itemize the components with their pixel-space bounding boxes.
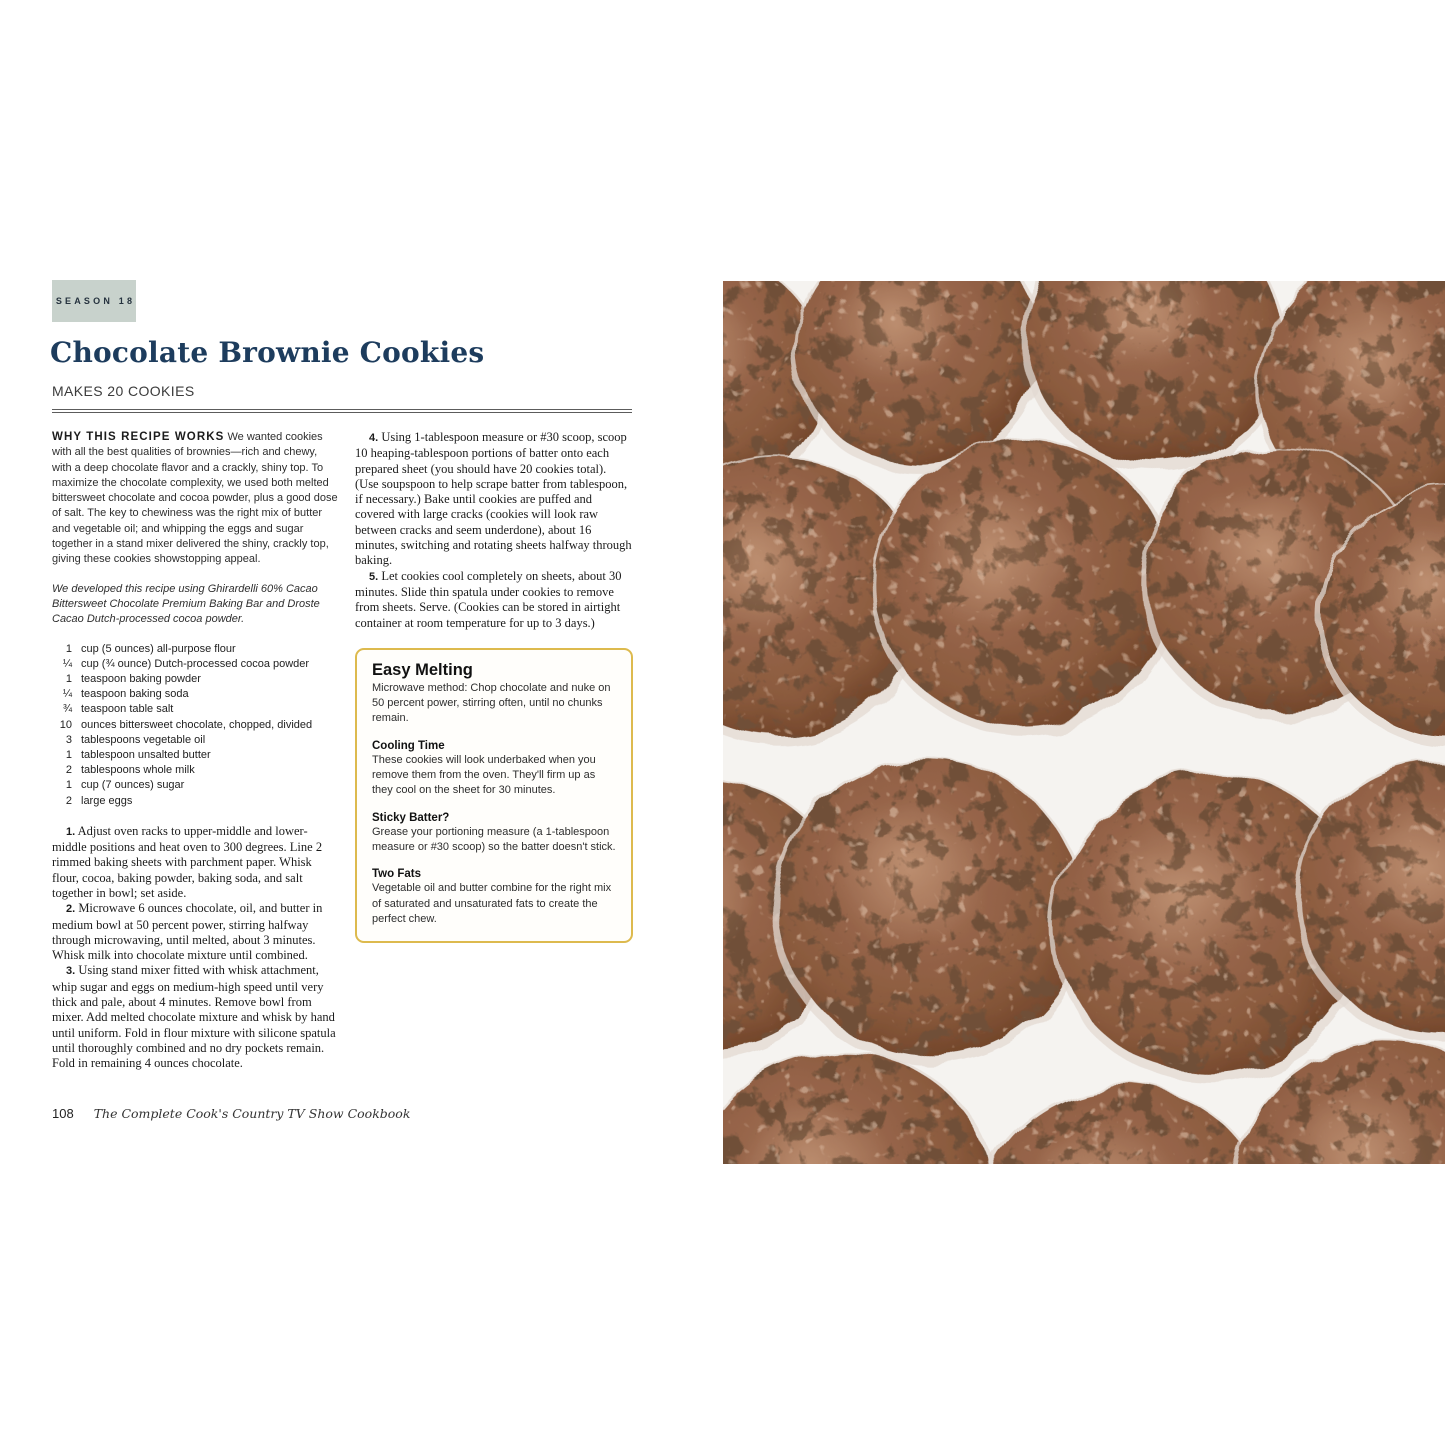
chocolate-note: We developed this recipe using Ghirardelli 60% Cacao Bittersweet Chocolate Premium Baking Bar and Droste Cacao Dutch-processed cocoa powder.: [52, 582, 320, 626]
page-number: 108: [52, 1106, 74, 1121]
cookie-photo: [723, 281, 1445, 1164]
step-number: 5.: [369, 570, 379, 583]
ingredient-row: [52, 657, 338, 672]
why-body: We wanted cookies with all the best qualities of brownies—rich and chewy, with a deep chocolate flavor and a crackly, shiny top. To maximize the chocolate complexity, we used both melted bittersweet chocolate and cocoa powder, plus a good dose of salt. The key to chewiness was the right mix of butter and vegetable oil; and whipping the eggs and sugar together in a stand mixer delivered the shiny, crackly top, giving these cookies showstopping appeal.: [52, 431, 338, 566]
ingredient-quantity: 2: [65, 794, 72, 807]
step-number: 3.: [66, 965, 76, 978]
ingredient-row: [52, 794, 338, 809]
ingredient-name: large eggs: [81, 794, 133, 807]
tips-box-title: Easy Melting: [372, 660, 473, 679]
tips-box-intro: Microwave method: Chop chocolate and nuke on 50 percent power, stirring often, until no chunks remain.: [372, 681, 611, 725]
steps-right: [355, 430, 633, 631]
step-number: 1.: [66, 825, 76, 838]
tip-heading: Sticky Batter?: [372, 811, 450, 824]
ingredient-name: cup (¾ ounce) Dutch-processed cocoa powder: [81, 657, 310, 670]
step-number: 4.: [369, 432, 379, 444]
ingredient-name: teaspoon baking powder: [81, 672, 201, 685]
ingredient-quantity: ¼: [62, 657, 72, 670]
ingredient-name: cup (7 ounces) sugar: [81, 779, 185, 792]
tips-sections: [372, 740, 616, 927]
section-divider: [52, 409, 632, 413]
recipe-yield: MAKES 20 COOKIES: [52, 383, 195, 399]
ingredient-row: [52, 672, 338, 687]
ingredient-quantity: 10: [59, 718, 72, 731]
ingredient-quantity: 1: [65, 748, 72, 761]
ingredient-name: teaspoon baking soda: [81, 688, 189, 701]
tip-text: Vegetable oil and butter combine for the right mix of saturated and unsaturated fats to create the perfect chew.: [372, 882, 612, 925]
cookie-layer: [723, 281, 1445, 1164]
ingredient-row: [52, 687, 338, 702]
tips-box: [355, 648, 633, 943]
ingredients-list: [52, 642, 338, 809]
tip-heading: Cooling Time: [372, 739, 445, 752]
ingredient-name: ounces bittersweet chocolate, chopped, divided: [81, 718, 313, 731]
ingredient-quantity: 2: [65, 764, 72, 777]
page-footer: [52, 1106, 410, 1121]
ingredient-row: [52, 778, 338, 793]
ingredient-quantity: ¾: [62, 703, 72, 716]
steps-left: [52, 824, 338, 1072]
recipe-step: 1. Adjust oven racks to upper-middle and lower-middle positions and heat oven to 300 degrees. Line 2 rimmed baking sheets with parchment paper. Whisk flour, cocoa, baking powder, baking soda, and salt together in bowl; set aside.: [52, 823, 323, 900]
recipe-step: 5. Let cookies cool completely on sheets, about 30 minutes. Slide thin spatula under cookies to remove from sheets. Serve. (Cookies can be stored in airtight container at room temperature for up to 3 days.): [355, 568, 622, 630]
tip-text: Grease your portioning measure (a 1-tablespoon measure or #30 scoop) so the batter doesn't stick.: [372, 825, 616, 853]
ingredient-row: [52, 748, 338, 763]
ingredient-quantity: ¼: [62, 688, 72, 701]
ingredient-quantity: 3: [65, 733, 72, 746]
ingredient-row: [52, 733, 338, 748]
book-title: The Complete Cook's Country TV Show Cookbook: [93, 1106, 411, 1121]
tip-text: These cookies will look underbaked when you remove them from the oven. They'll firm up as they cool on the sheet for 30 minutes.: [372, 753, 596, 797]
season-badge-label: SEASON 18: [55, 296, 136, 306]
ingredient-name: tablespoons vegetable oil: [81, 733, 206, 746]
why-heading: WHY THIS RECIPE WORKS: [52, 431, 225, 443]
ingredient-quantity: 1: [65, 642, 72, 655]
left-column: [52, 430, 338, 1072]
ingredient-name: tablespoon unsalted butter: [81, 748, 211, 761]
recipe-title: Chocolate Brownie Cookies: [50, 336, 485, 369]
recipe-step: 4. Using 1-tablespoon measure or #30 scoop, scoop 10 heaping-tablespoon portions of batter onto each prepared sheet (you should have 20 cookies total). (Use soupspoon to help scrape batter from tablespoon, if necessary.) Bake until cookies are puffed and covered with large cracks (cookies will look raw between cracks and seem underdone), about 16 minutes, switching and rotating sheets halfway through baking.: [355, 430, 632, 568]
ingredient-row: [52, 642, 338, 657]
recipe-step: 3. Using stand mixer fitted with whisk attachment, whip sugar and eggs on medium-high speed until very thick and pale, about 4 minutes. Remove bowl from mixer. Add melted chocolate mixture and whisk by hand until uniform. Fold in flour mixture with silicone spatula until thoroughly combined and no dry pockets remain. Fold in remaining 4 ounces chocolate.: [52, 963, 336, 1071]
why-paragraph: [52, 430, 338, 568]
ingredient-row: [52, 702, 338, 717]
ingredient-name: tablespoons whole milk: [81, 764, 195, 777]
ingredient-name: teaspoon table salt: [81, 703, 174, 716]
why-this-works-section: [52, 430, 338, 628]
recipe-step: 2. Microwave 6 ounces chocolate, oil, and butter in medium bowl at 50 percent power, stirring halfway through microwaving, until melted, about 3 minutes. Whisk milk into chocolate mixture until combined.: [52, 901, 323, 963]
ingredient-quantity: 1: [65, 672, 72, 685]
ingredient-row: [52, 718, 338, 733]
ingredient-quantity: 1: [65, 779, 72, 792]
ingredient-row: [52, 763, 338, 778]
cookie-photo-svg: [723, 281, 1445, 1164]
step-number: 2.: [66, 903, 76, 916]
ingredient-name: cup (5 ounces) all-purpose flour: [81, 642, 236, 655]
season-badge: [52, 280, 136, 322]
tip-heading: Two Fats: [372, 868, 421, 881]
right-column: [355, 430, 633, 943]
